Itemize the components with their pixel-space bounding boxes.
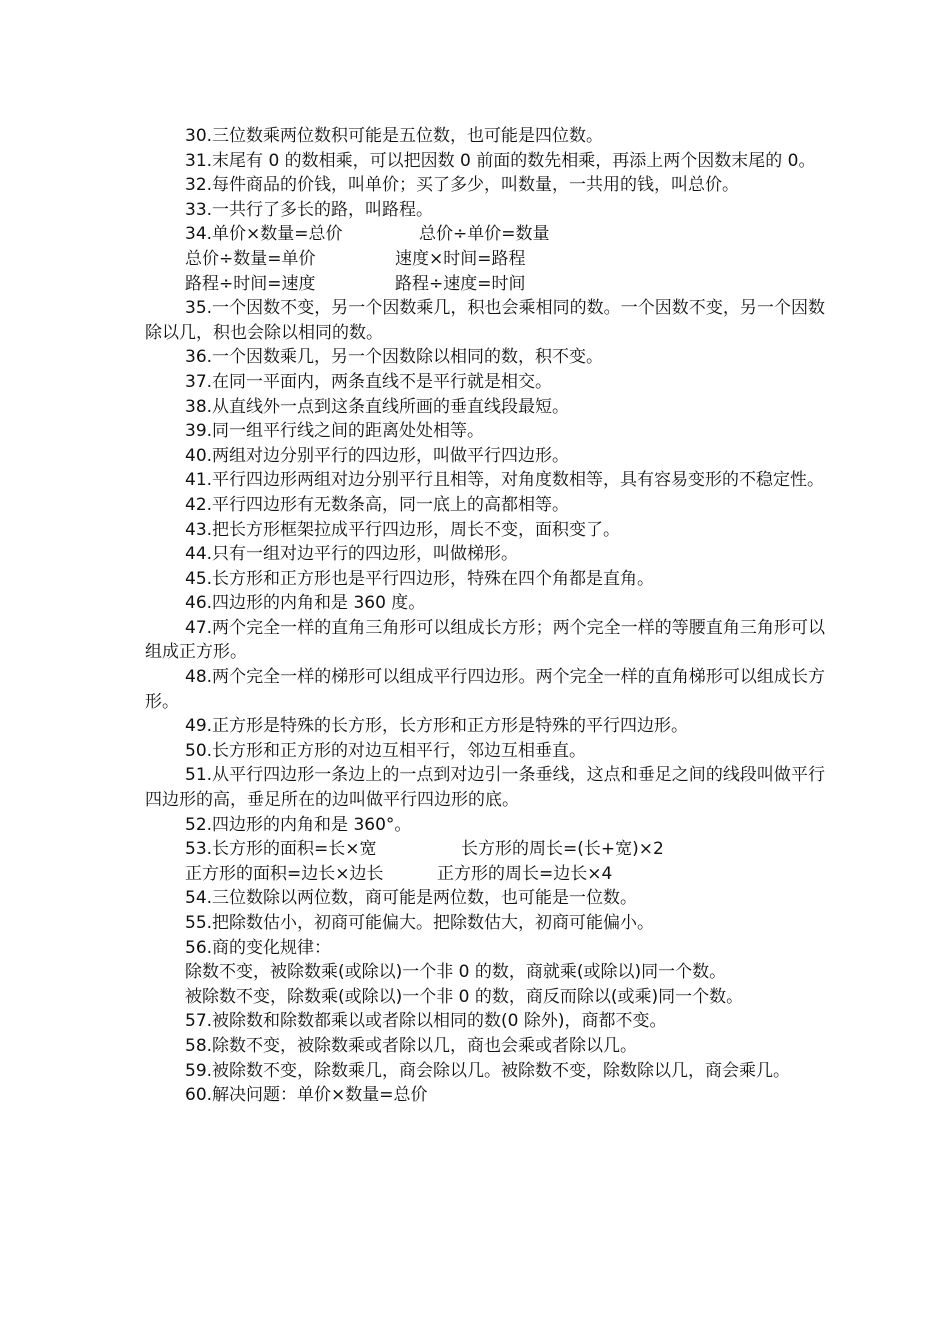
- formula-right: 路程÷速度=时间: [395, 273, 526, 294]
- paragraph: 50.长方形和正方形的对边互相平行，邻边互相垂直。: [185, 740, 587, 761]
- formula-right: 总价÷单价=数量: [419, 224, 550, 245]
- paragraph: 41.平行四边形两组对边分别平行且相等，对角度数相等，具有容易变形的不稳定性。: [185, 470, 825, 491]
- paragraph: 46.四边形的内角和是 360 度。: [185, 593, 426, 614]
- formula-right: 长方形的周长=(长+宽)×2: [461, 839, 664, 860]
- paragraph: 除数不变，被除数乘(或除以)一个非 0 的数，商就乘(或除以)同一个数。: [185, 962, 727, 983]
- paragraph: 58.除数不变，被除数乘或者除以几，商也会乘或者除以几。: [185, 1035, 638, 1056]
- paragraph: 51.从平行四边形一条边上的一点到对边引一条垂线，这点和垂足之间的线段叫做平行四边形的高，垂足所在的边叫做平行四边形的底。: [145, 765, 825, 811]
- formula-right: 正方形的周长=边长×4: [437, 863, 613, 884]
- paragraph: 32.每件商品的价钱，叫单价；买了多少，叫数量，一共用的钱，叫总价。: [185, 175, 740, 196]
- paragraph: 30.三位数乘两位数积可能是五位数，也可能是四位数。: [185, 126, 604, 146]
- paragraph: 55.把除数估小，初商可能偏大。把除数估大，初商可能偏小。: [185, 913, 655, 933]
- paragraph: 59.被除数不变，除数乘几，商会除以几。被除数不变，除数除以几，商会乘几。: [185, 1060, 791, 1081]
- paragraph: 45.长方形和正方形也是平行四边形，特殊在四个角都是直角。: [185, 568, 655, 589]
- paragraph: 60.解决问题：单价×数量=总价: [185, 1085, 428, 1106]
- formula-row: [145, 222, 825, 247]
- paragraph: 31.末尾有 0 的数相乘，可以把因数 0 前面的数先相乘，再添上两个因数末尾的 0。: [185, 150, 816, 171]
- paragraph: 44.只有一组对边平行的四边形，叫做梯形。: [185, 544, 519, 565]
- formula-left: 路程÷时间=速度: [185, 273, 316, 294]
- paragraph: 47.两个完全一样的直角三角形可以组成长方形；两个完全一样的等腰直角三角形可以组成正方形。: [145, 617, 825, 663]
- paragraph: 38.从直线外一点到这条直线所画的垂直线段最短。: [185, 396, 570, 417]
- paragraph: 57.被除数和除数都乘以或者除以相同的数(0 除外)，商都不变。: [185, 1011, 667, 1032]
- paragraph: 43.把长方形框架拉成平行四边形，周长不变，面积变了。: [185, 519, 621, 540]
- paragraph: 40.两组对边分别平行的四边形，叫做平行四边形。: [185, 445, 570, 466]
- paragraph: 42.平行四边形有无数条高，同一底上的高都相等。: [185, 494, 570, 515]
- paragraph: 56.商的变化规律：: [185, 937, 332, 958]
- formula-row: [145, 272, 825, 297]
- paragraph: 36.一个因数乘几，另一个因数除以相同的数，积不变。: [185, 347, 604, 368]
- paragraph: 33.一共行了多长的路，叫路程。: [185, 199, 434, 220]
- paragraph: 被除数不变，除数乘(或除以)一个非 0 的数，商反而除以(或乘)同一个数。: [185, 986, 744, 1007]
- paragraph: 54.三位数除以两位数，商可能是两位数，也可能是一位数。: [185, 888, 638, 909]
- paragraph: 48.两个完全一样的梯形可以组成平行四边形。两个完全一样的直角梯形可以组成长方形。: [145, 667, 825, 712]
- paragraph: 35.一个因数不变，另一个因数乘几，积也会乘相同的数。一个因数不变，另一个因数除以几，积也会除以相同的数。: [145, 298, 825, 343]
- formula-right: 速度×时间=路程: [395, 248, 526, 269]
- formula-row: [145, 247, 825, 272]
- paragraph: 39.同一组平行线之间的距离处处相等。: [185, 421, 485, 442]
- paragraph: 52.四边形的内角和是 360°。: [185, 814, 412, 835]
- formula-row: [145, 837, 825, 862]
- formula-left: 34.单价×数量=总价: [185, 224, 343, 245]
- paragraph: 49.正方形是特殊的长方形，长方形和正方形是特殊的平行四边形。: [185, 716, 689, 737]
- formula-row: [145, 862, 825, 887]
- formula-left: 总价÷数量=单价: [185, 248, 316, 269]
- formula-left: 正方形的面积=边长×边长: [185, 863, 384, 884]
- formula-left: 53.长方形的面积=长×宽: [185, 839, 377, 860]
- document-body: [145, 124, 825, 1108]
- paragraph: 37.在同一平面内，两条直线不是平行就是相交。: [185, 371, 553, 392]
